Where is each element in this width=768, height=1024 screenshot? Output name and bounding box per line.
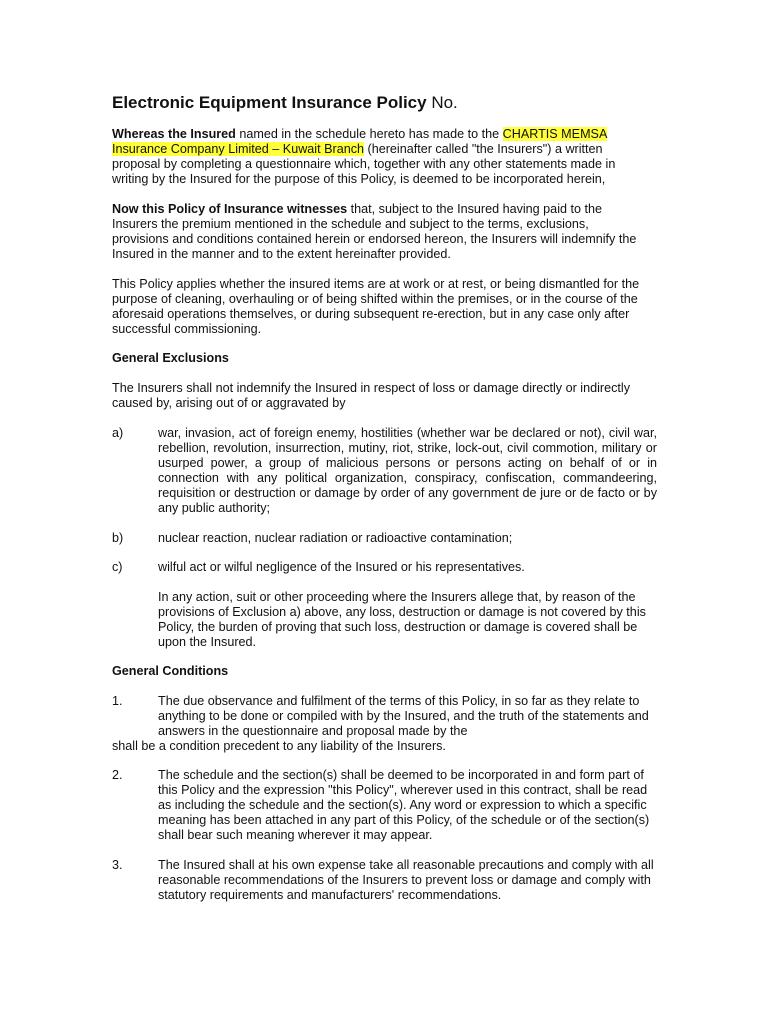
exclusion-text: war, invasion, act of foreign enemy, hostilities (whether war be declared or not), civil war, rebellion, revolution, insurrection, mutiny, riot, strike, lock-out, civil commotion, military or usurped power, a group of malicious persons or persons acting on behalf of or in connection with any political organization, conspiracy, confiscation, commandeering, requisition or destruction or damage by order of any government de jure or de facto or by any public authority; [158,426,657,515]
conditions-heading: General Conditions [112,664,229,678]
condition-text: The schedule and the section(s) shall be deemed to be incorporated in and form part of this Policy and the expression "this Policy", wherever used in this contract, shall be read as including the schedule and the section(s). Any word or expression to which a specific meaning has been attached in any part of this Policy, of the schedule or of the section(s) shall bear such meaning wherever it may appear. [158,768,650,842]
insurer-name-highlight: CHARTIS MEMSA [502,127,607,141]
witness-paragraph [112,202,640,262]
witness-text: that, subject to the Insured having paid to the Insurers the premium mentioned in the schedule and subject to the terms, exclusions, provisions and conditions contained herein or endorsed hereon, the Insurers will indemnify the Insured in the manner and to the extent hereinafter provided. [112,202,637,261]
exclusion-item-b [112,531,657,546]
intro-paragraph [112,127,640,187]
exclusions-intro: The Insurers shall not indemnify the Insured in respect of loss or damage directly or indirectly caused by, arising out of or aggravated by [112,381,630,410]
exclusion-item-c [112,560,657,575]
exclusion-item-a [112,426,657,516]
condition-text: The due observance and fulfilment of the terms of this Policy, in so far as they relate to anything to be done or compiled with by the Insured, and the truth of the statements and answers in the questionnaire and proposal made by the [158,694,649,738]
intro-bold: Whereas the Insured [112,127,236,141]
scope-paragraph: This Policy applies whether the insured items are at work or at rest, or being dismantled for the purpose of cleaning, overhauling or of being shifted within the premises, or in the course of the aforesaid operations themselves, or during subsequent re-erection, but in any case only after successful commissioning. [112,277,640,336]
condition-mark: 3. [112,858,123,872]
condition-text: The Insured shall at his own expense take all reasonable precautions and comply with all reasonable recommendations of the Insurers to prevent loss or damage and comply with statutory requirements and manufacturers' recommendations. [158,858,654,902]
exclusions-heading: General Exclusions [112,351,229,365]
exclusion-mark: a) [112,426,124,440]
exclusion-proviso [112,590,657,650]
title-rest: No. [426,93,458,112]
intro-text-rest: (hereinafter called "the Insurers") a written proposal by completing a questionnaire which, together with any other statements made in writing by the Insured for the purpose of this Policy, is deemed to be incorporated herein, [112,142,616,186]
condition-item-2 [112,768,657,843]
exclusion-text: wilful act or wilful negligence of the Insured or his representatives. [158,560,525,574]
condition-mark: 1. [112,694,123,708]
insurer-branch-highlight: Insurance Company Limited – Kuwait Branch [112,142,365,156]
exclusion-mark: b) [112,531,124,545]
condition-1-trail: shall be a condition precedent to any liability of the Insurers. [112,739,446,753]
proviso-text: In any action, suit or other proceeding where the Insurers allege that, by reason of the provisions of Exclusion a) above, any loss, destruction or damage is not covered by this Policy, the burden of proving that such loss, destruction or damage is covered shall be upon the Insured. [158,590,646,649]
witness-bold: Now this Policy of Insurance witnesses [112,202,348,216]
condition-item-1 [112,694,657,739]
exclusion-text: nuclear reaction, nuclear radiation or radioactive contamination; [158,531,513,545]
exclusion-mark: c) [112,560,123,574]
intro-text: named in the schedule hereto has made to the [235,127,503,141]
page-title [112,92,458,114]
condition-item-3 [112,858,657,903]
title-bold: Electronic Equipment Insurance Policy [112,93,427,112]
condition-mark: 2. [112,768,123,782]
